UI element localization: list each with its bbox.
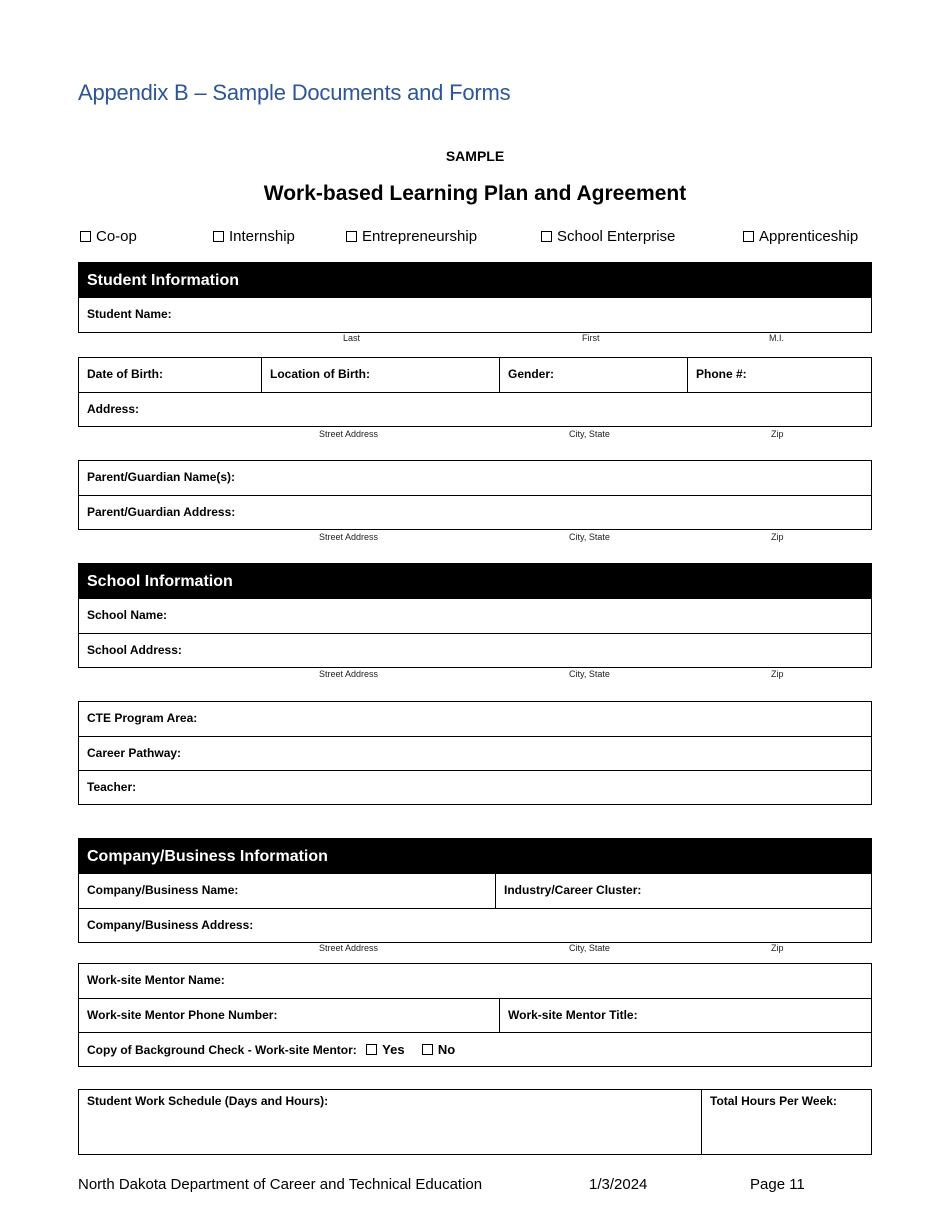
footer-date: 1/3/2024 (589, 1176, 648, 1193)
checkbox-icon[interactable] (743, 231, 754, 242)
option-entrepreneurship[interactable]: Entrepreneurship (346, 228, 477, 245)
location-of-birth-field[interactable]: Location of Birth: (261, 358, 499, 392)
checkbox-icon[interactable] (80, 231, 91, 242)
background-check-yes[interactable]: Yes (366, 1042, 404, 1057)
student-details-table (78, 357, 872, 427)
company-info-section (78, 838, 872, 943)
sub-label-zip: Zip (771, 532, 784, 542)
school-info-section (78, 563, 872, 668)
career-pathway-field[interactable]: Career Pathway: (87, 746, 182, 760)
guardian-address-field[interactable]: Parent/Guardian Address: (87, 505, 236, 519)
form-title: Work-based Learning Plan and Agreement (263, 182, 687, 205)
sample-label: SAMPLE (445, 148, 505, 164)
company-info-header: Company/Business Information (79, 839, 871, 874)
mentor-phone-field[interactable]: Work-site Mentor Phone Number: (87, 1008, 278, 1022)
student-name-field[interactable]: Student Name: (87, 307, 172, 321)
option-school-enterprise[interactable]: School Enterprise (541, 228, 675, 245)
sub-label-street: Street Address (319, 669, 379, 679)
background-check-label: Copy of Background Check - Work-site Mentor: (87, 1043, 357, 1057)
guardian-table (78, 460, 872, 530)
mentor-name-field[interactable]: Work-site Mentor Name: (87, 973, 225, 987)
program-table (78, 701, 872, 805)
total-hours-field[interactable]: Total Hours Per Week: (701, 1090, 871, 1154)
address-field[interactable]: Address: (87, 402, 140, 416)
mentor-title-field[interactable]: Work-site Mentor Title: (499, 999, 871, 1032)
company-address-field[interactable]: Company/Business Address: (87, 918, 254, 932)
option-apprenticeship[interactable]: Apprenticeship (743, 228, 858, 245)
sub-label-street: Street Address (319, 532, 379, 542)
student-info-header: Student Information (79, 263, 871, 298)
sub-label-zip: Zip (771, 669, 784, 679)
checkbox-icon[interactable] (366, 1044, 377, 1055)
sub-label-city-state: City, State (569, 532, 610, 542)
sub-label-mi: M.I. (769, 333, 784, 343)
checkbox-icon[interactable] (422, 1044, 433, 1055)
option-internship[interactable]: Internship (213, 228, 295, 245)
sub-label-city-state: City, State (569, 429, 610, 439)
checkbox-icon[interactable] (346, 231, 357, 242)
phone-field[interactable]: Phone #: (687, 358, 871, 392)
school-info-header: School Information (79, 564, 871, 599)
teacher-field[interactable]: Teacher: (87, 780, 137, 794)
dob-field[interactable]: Date of Birth: (87, 367, 163, 381)
mentor-table (78, 963, 872, 1067)
checkbox-icon[interactable] (213, 231, 224, 242)
work-schedule-field[interactable]: Student Work Schedule (Days and Hours): (87, 1094, 329, 1108)
sub-label-zip: Zip (771, 429, 784, 439)
sub-label-street: Street Address (319, 429, 379, 439)
sub-label-last: Last (343, 333, 361, 343)
guardian-name-field[interactable]: Parent/Guardian Name(s): (87, 470, 236, 484)
school-name-field[interactable]: School Name: (87, 608, 168, 622)
sub-label-city-state: City, State (569, 669, 610, 679)
school-address-field[interactable]: School Address: (87, 643, 182, 657)
footer-org: North Dakota Department of Career and Technical Education (78, 1176, 483, 1193)
sub-label-city-state: City, State (569, 943, 610, 953)
option-coop[interactable]: Co-op (80, 228, 137, 245)
background-check-no[interactable]: No (422, 1042, 455, 1057)
sub-label-first: First (582, 333, 600, 343)
appendix-title: Appendix B – Sample Documents and Forms (78, 80, 511, 105)
cte-program-area-field[interactable]: CTE Program Area: (87, 711, 198, 725)
checkbox-icon[interactable] (541, 231, 552, 242)
footer-page: Page 11 (750, 1176, 805, 1193)
industry-cluster-field[interactable]: Industry/Career Cluster: (495, 874, 871, 908)
schedule-table (78, 1089, 872, 1155)
background-check-row (79, 1033, 871, 1066)
sub-label-street: Street Address (319, 943, 379, 953)
sub-label-zip: Zip (771, 943, 784, 953)
gender-field[interactable]: Gender: (499, 358, 687, 392)
student-info-section (78, 262, 872, 333)
company-name-field[interactable]: Company/Business Name: (87, 883, 239, 897)
